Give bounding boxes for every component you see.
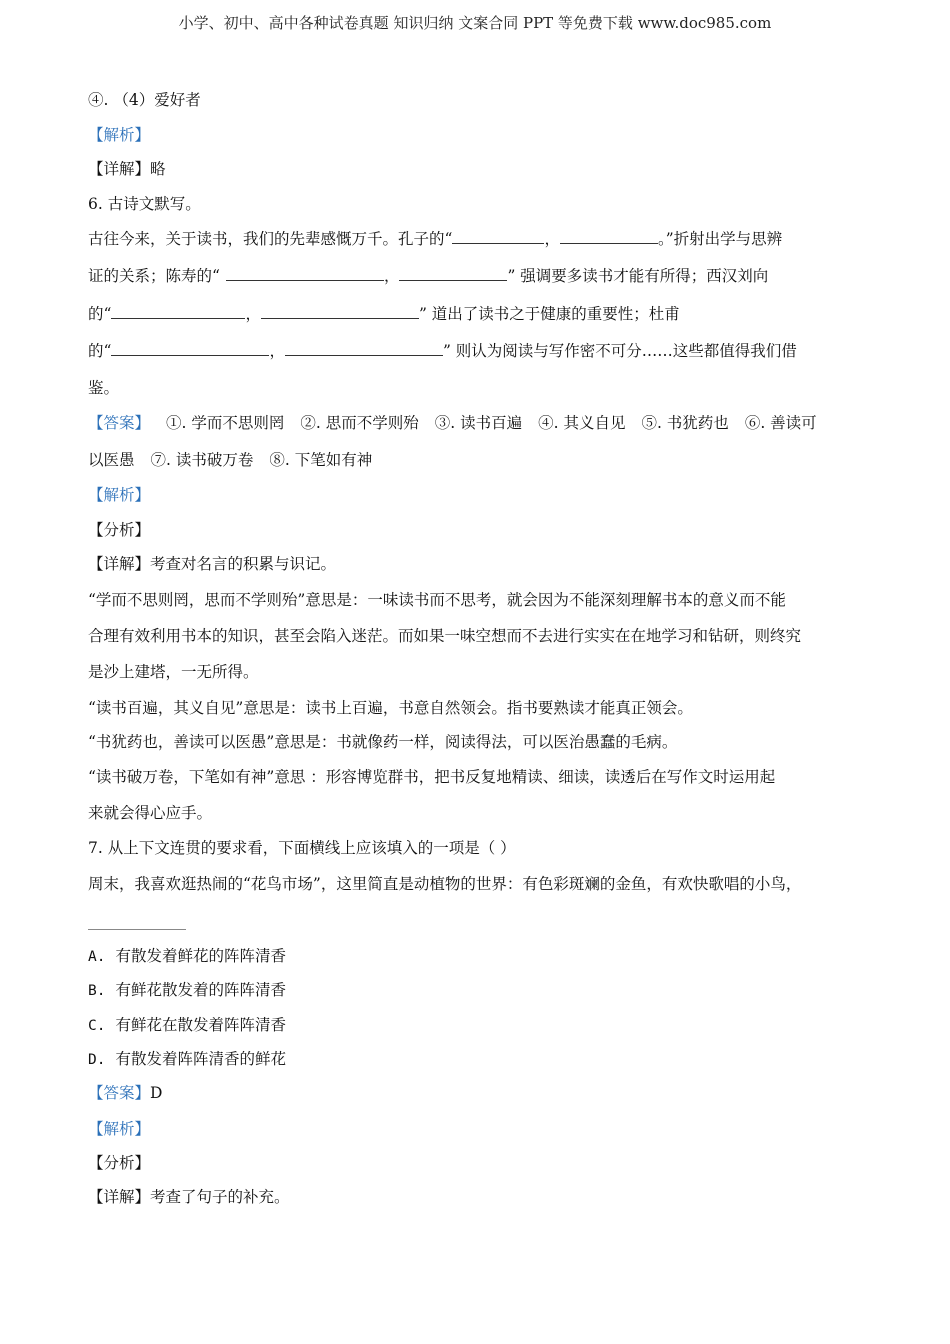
q6-explain-1-line-2: 合理有效利用书本的知识，甚至会陷入迷茫。而如果一味空想而不去进行实实在在地学习和钻研，则终究 (88, 627, 802, 645)
q6-xiangjie (88, 554, 336, 574)
q6-answer-line-2 (88, 450, 372, 470)
q6-explain-4-line-1: “读书破万卷，下笔如有神”意思 ：形容博览群书，把书反复地精读、细读，读透后在写作文时运用起 (88, 768, 776, 786)
text-segment: ， (544, 230, 560, 248)
answer-item: ①. 学而不思则罔 (166, 414, 285, 432)
text-segment: 。”折射出学与思辨 (657, 230, 783, 248)
xiangjie-text: 考查了句子的补充。 (150, 1188, 290, 1206)
fill-blank-7[interactable] (111, 341, 269, 356)
option-letter: A. (88, 949, 106, 965)
answer-item: ③. 读书百遍 (434, 414, 523, 432)
xiangjie-text: 考查对名言的积累与识记。 (150, 555, 337, 573)
answer-item: ⑦. 读书破万卷 (150, 451, 254, 469)
q5-jiexi-label: 【解析】 (88, 126, 151, 144)
text-segment: ， (383, 267, 400, 285)
text-segment: 的“ (88, 342, 112, 360)
q7-answer (88, 1083, 162, 1103)
fill-blank-5[interactable] (111, 304, 245, 319)
fill-blank-3[interactable] (226, 266, 384, 281)
fill-blank-4[interactable] (399, 266, 507, 281)
q6-paragraph-line-5: 鉴。 (88, 379, 120, 397)
xiangjie-label: 【详解】 (88, 160, 151, 178)
option-text: 有鲜花散发着的阵阵清香 (115, 981, 286, 999)
q6-paragraph-line-1 (88, 229, 782, 249)
answer-label: 【答案】 (88, 1084, 151, 1102)
q7-xiangjie (88, 1187, 290, 1207)
q6-paragraph-line-2 (88, 266, 768, 286)
q6-fenxi-label: 【分析】 (88, 521, 151, 539)
option-text: 有散发着鲜花的阵阵清香 (115, 947, 286, 965)
answer-item: ⑤. 书犹药也 (641, 414, 729, 432)
q6-explain-1-line-1: “学而不思则罔，思而不学则殆”意思是：一味读书而不思考，就会因为不能深刻理解书本的意义而不能 (88, 591, 786, 609)
q6-explain-3: “书犹药也，善读可以医愚”意思是：书就像药一样，阅读得法，可以医治愚蠢的毛病。 (88, 733, 678, 751)
option-letter: C. (88, 1018, 106, 1034)
text-segment: ” 则认为阅读与写作密不可分……这些都值得我们借 (442, 342, 797, 360)
option-text: 有散发着阵阵清香的鲜花 (115, 1050, 286, 1068)
q7-option-d[interactable] (88, 1049, 286, 1070)
q7-option-c[interactable] (88, 1015, 286, 1036)
q6-paragraph-line-4 (88, 341, 797, 361)
option-text: 有鲜花在散发着阵阵清香 (115, 1016, 286, 1034)
answer-item: ②. 思而不学则殆 (300, 414, 419, 432)
q7-passage: 周末，我喜欢逛热闹的“花鸟市场”，这里简直是动植物的世界：有色彩斑斓的金鱼，有欢快歌唱的小鸟， (88, 875, 802, 893)
answer-item: ⑧. 下笔如有神 (269, 451, 373, 469)
q6-explain-1-line-3: 是沙上建塔，一无所得。 (88, 663, 259, 681)
text-segment: ， (245, 305, 261, 323)
q6-explain-2: “读书百遍，其义自见”意思是：读书上百遍，书意自然领会。指书要熟读才能真正领会。 (88, 699, 693, 717)
fill-blank-6[interactable] (261, 304, 419, 319)
text-segment: ” 强调要多读书才能有所得；西汉刘向 (507, 267, 769, 285)
text-segment: 的“ (88, 305, 112, 323)
fill-blank-2[interactable] (560, 229, 658, 244)
page-header: 小学、初中、高中各种试卷真题 知识归纳 文案合同 PPT 等免费下载 www.doc985.com (178, 14, 772, 32)
q7-title: 7. 从上下文连贯的要求看，下面横线上应该填入的一项是（ ） (88, 839, 516, 857)
q6-title: 6. 古诗文默写。 (88, 195, 201, 213)
q5-xiangjie (88, 159, 166, 179)
q6-jiexi-label: 【解析】 (88, 486, 151, 504)
q7-fill-blank-line[interactable] (88, 929, 186, 930)
answer-label: 【答案】 (88, 414, 151, 432)
text-segment: 证的关系；陈寿的“ (88, 267, 220, 285)
answer-item: ⑥. 善读可 (744, 414, 817, 432)
option-letter: B. (88, 983, 106, 999)
q7-jiexi-label: 【解析】 (88, 1120, 151, 1138)
answer-item: 以医愚 (88, 451, 135, 469)
xiangjie-label: 【详解】 (88, 555, 151, 573)
fill-blank-1[interactable] (452, 229, 544, 244)
q7-option-b[interactable] (88, 980, 286, 1001)
text-segment: ” 道出了读书之于健康的重要性；杜甫 (418, 305, 680, 323)
q7-option-a[interactable] (88, 946, 286, 967)
xiangjie-label: 【详解】 (88, 1188, 151, 1206)
text-segment: 古往今来，关于读书，我们的先辈感慨万千。孔子的“ (88, 230, 453, 248)
text-segment: ， (269, 342, 285, 360)
q7-fenxi-label: 【分析】 (88, 1154, 151, 1172)
q5-answer-4: ④. （4）爱好者 (88, 91, 201, 109)
q6-answer-line-1 (88, 413, 817, 433)
xiangjie-text: 略 (150, 160, 166, 178)
q6-explain-4-line-2: 来就会得心应手。 (88, 804, 213, 822)
q6-paragraph-line-3 (88, 304, 680, 324)
fill-blank-8[interactable] (285, 341, 443, 356)
answer-item: ④. 其义自见 (538, 414, 626, 432)
answer-value: D (150, 1084, 163, 1102)
option-letter: D. (88, 1052, 106, 1068)
